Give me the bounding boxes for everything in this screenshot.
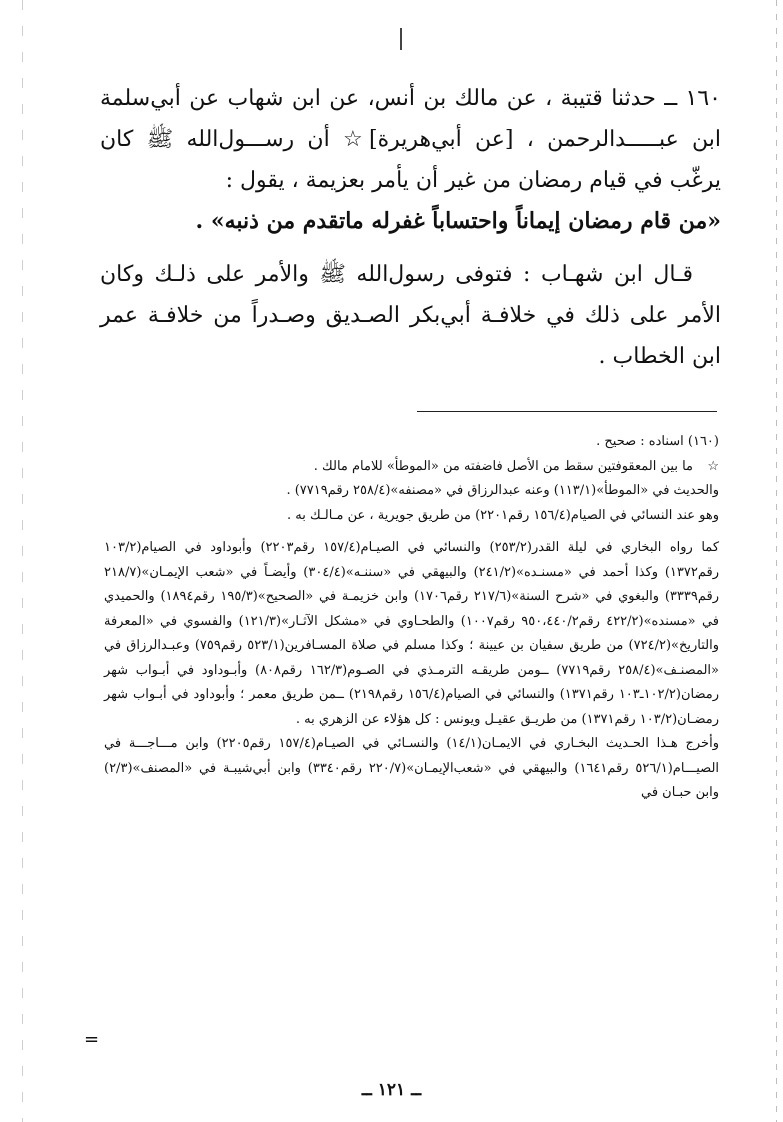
footnote-star-note [104, 455, 719, 480]
footnote-paragraph: والحديث في «الموطأ»(١١٣/١) وعنه عبدالرزاق في «مصنفه»(٢٥٨/٤ رقم٧٧١٩) . [286, 483, 719, 498]
hadith-text: ١٦٠ ــ حدثنا قتيبة ، عن مالك بن أنس، عن ابن شهاب عن أبي‌سلمة ابن عبـــــدالرحمن ، [عن أبي‌هريرة]☆ أن رســـول‌الله ﷺ كان يرغّب في قيام رمضان من غير أن يأمر بعزيمة ، يقول : [100, 86, 722, 193]
page-number: ــ ١٢١ ــ [361, 1080, 422, 1100]
scan-edge-right [776, 0, 777, 1122]
hadith-quote: «من قام رمضان إيماناً واحتساباً غفرله ماتقدم من ذنبه» . [195, 208, 721, 234]
star-icon: ☆ [707, 458, 719, 474]
footnote-paragraph: كما رواه البخاري في ليلة القدر(٢٥٣/٢) والنسائي في الصيـام(١٥٧/٤ رقم٢٢٠٣) وأبوداود في الصيام(١٠٣/٢ رقم١٣٧٢) وكذا أحمد في «مسنـده»(٢٤١/٢) والبيهقي في «سننـه»(٣٠٤/٤) وأيضـاً في «شعب الإيمـان»(٢١٨/٧ رقم٣٣٣٩) والبغوي في «شرح السنة»(٢١٧/٦ رقم١٧٠٦) وابن خزيمـة في «الصحيح»(١٩٥/٣ رقم١٨٩٤) والحميدي في «مسنده»(٤٢٢/٢ رقم٩٥٠،٤٤٠/٢ رقم١٠٠٧) والطحـاوي في «مشكل الآثـار»(١٢١/٣) والفسوي في «المعرفة والتاريخ»(٧٢٤/٢) من طريق سفيان بن عيينة ؛ وكذا مسلم في صلاة المسـافرين(٥٢٣/١ رقم٧٥٩) وعبـدالرزاق في «المصنـف»(٢٥٨/٤ رقم٧٧١٩) ــومن طريقـه الترمـذي في الصـوم(١٦٢/٣ رقم٨٠٨) وأبـوداود في أبـواب شهر رمضان(١٠٢/٢ـ١٠٣ رقم١٣٧١) والنسائي في الصيام(١٥٦/٤ رقم٢١٩٨) ــمن طريق معمر ؛ وأبوداود في أبـواب شهر رمضـان(١٠٣/٢ رقم١٣٧١) من طريـق عقيـل ويونس : كل هؤلاء عن الزهري به . [104, 540, 720, 727]
footnote-grading: (١٦٠) اسناده : صحيح . [596, 434, 719, 449]
continuation-mark: = [84, 1029, 100, 1050]
scan-edge-left [22, 0, 23, 1122]
footnote-paragraph: وأخرج هـذا الحـديث البخـاري في الايمـان(١٤/١) والنسـائي في الصيـام(١٥٧/٤ رقم٢٢٠٥) وابن مـــاجـــة في الصيـــام(٥٢٦/١ رقم١٦٤١) والبيهقي في «شعب‌الإيمـان»(٢٢٠/٧ رقم٣٣٤٠) وابن أبي‌شيبـة في «المصنف»(٢/٣) وابن حبـان في [104, 736, 720, 800]
hadith-text-block [100, 78, 721, 377]
footnote-paragraph: وهو عند النسائي في الصيام(١٥٦/٤ رقم٢٢٠١) من طريق جويرية ، عن مـالـك به . [287, 507, 719, 523]
footnotes [104, 430, 719, 806]
top-mark [400, 28, 402, 50]
hadith-comment: قـال ابن شهـاب : فتوفى رسول‌الله ﷺ والأمر على ذلـك وكان الأمر على ذلك في خلافـة أبي‌بكر الصـديق وصـدراً من خلافـة عمر ابن الخطاب . [100, 262, 721, 369]
star-note-text: ما بين المعقوفتين سقط من الأصل فاضفته من «الموطأ» للامام مالك . [313, 458, 693, 474]
footnote-divider [417, 411, 717, 412]
